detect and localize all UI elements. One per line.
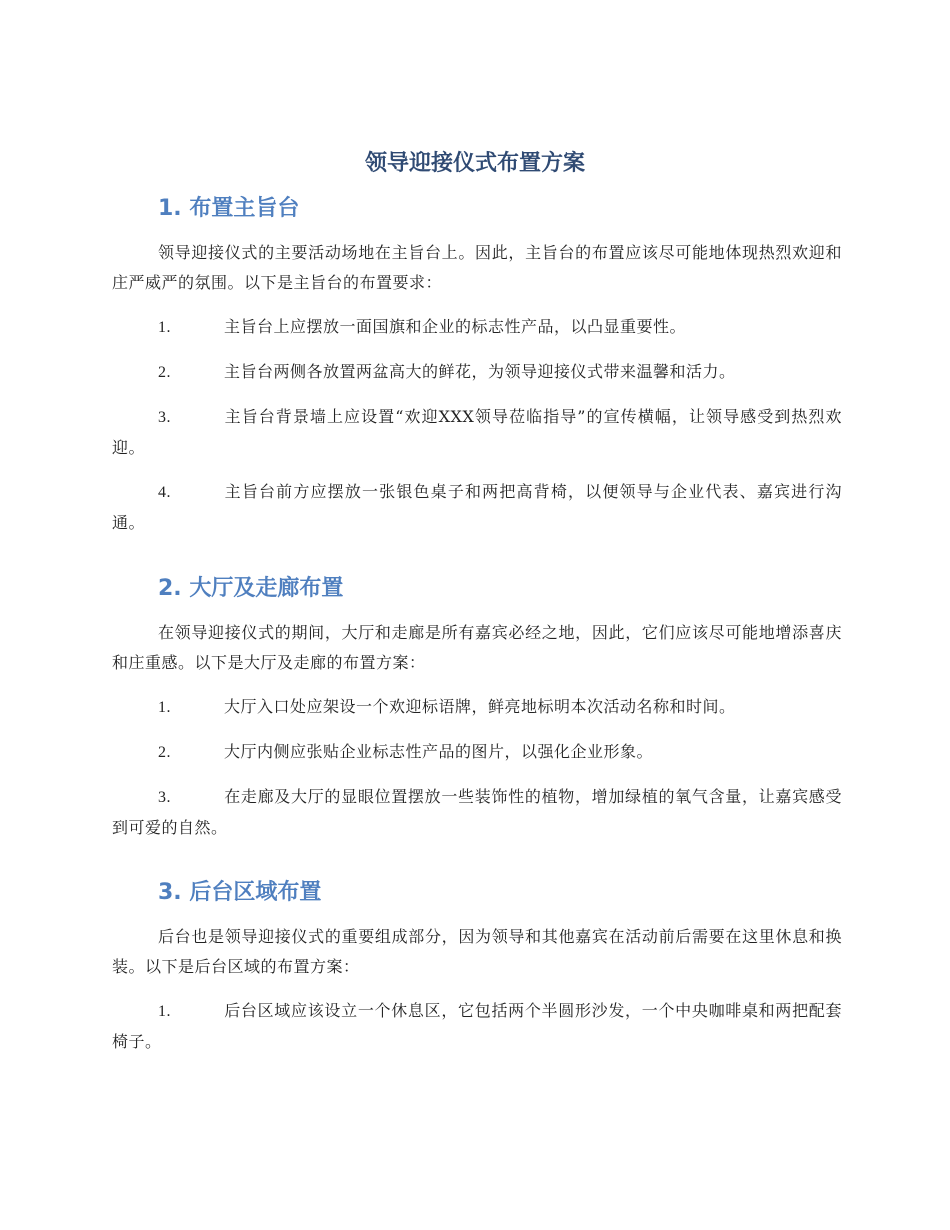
list-item	[112, 357, 842, 388]
list-text: 主旨台上应摆放一面国旗和企业的标志性产品，以凸显重要性。	[224, 317, 687, 336]
list-number: 2.	[158, 364, 171, 381]
section-intro: 领导迎接仪式的主要活动场地在主旨台上。因此，主旨台的布置应该尽可能地体现热烈欢迎和庄严威严的氛围。以下是主旨台的布置要求：	[112, 243, 842, 292]
section-heading: 1. 布置主旨台	[158, 196, 300, 221]
list-number: 3.	[158, 789, 171, 806]
section-1	[112, 192, 842, 538]
list-item	[112, 692, 842, 723]
list-text: 大厅入口处应架设一个欢迎标语牌，鲜亮地标明本次活动名称和时间。	[224, 697, 736, 716]
list-item	[112, 996, 842, 1057]
list-text: 在走廊及大厅的显眼位置摆放一些装饰性的植物，增加绿植的氧气含量，让嘉宾感受到可爱的自然。	[112, 787, 842, 837]
list-number: 4.	[158, 484, 171, 501]
list-text: 主旨台前方应摆放一张银色桌子和两把高背椅，以便领导与企业代表、嘉宾进行沟通。	[112, 482, 842, 532]
section-heading: 3. 后台区域布置	[158, 880, 322, 905]
document-title: 领导迎接仪式布置方案	[364, 151, 585, 176]
section-intro: 在领导迎接仪式的期间，大厅和走廊是所有嘉宾必经之地，因此，它们应该尽可能地增添喜庆和庄重感。以下是大厅及走廊的布置方案：	[112, 623, 842, 672]
list-text: 主旨台背景墙上应设置“欢迎XXX领导莅临指导”的宣传横幅，让领导感受到热烈欢迎。	[112, 407, 842, 457]
section-3	[112, 876, 842, 1057]
section-heading: 2. 大厅及走廊布置	[158, 576, 344, 601]
list-number: 3.	[158, 409, 171, 426]
list-number: 1.	[158, 319, 171, 336]
list-item	[112, 402, 842, 463]
list-text: 主旨台两侧各放置两盆高大的鲜花，为领导迎接仪式带来温馨和活力。	[224, 362, 736, 381]
list-item	[112, 312, 842, 343]
list-text: 后台区域应该设立一个休息区，它包括两个半圆形沙发，一个中央咖啡桌和两把配套椅子。	[112, 1001, 842, 1051]
list-number: 2.	[158, 744, 171, 761]
list-item	[112, 782, 842, 843]
list-text: 大厅内侧应张贴企业标志性产品的图片，以强化企业形象。	[224, 742, 654, 761]
section-intro: 后台也是领导迎接仪式的重要组成部分，因为领导和其他嘉宾在活动前后需要在这里休息和换装。以下是后台区域的布置方案：	[112, 927, 842, 976]
section-2	[112, 572, 842, 843]
list-item	[112, 737, 842, 768]
list-number: 1.	[158, 699, 171, 716]
list-number: 1.	[158, 1003, 171, 1020]
list-item	[112, 477, 842, 538]
